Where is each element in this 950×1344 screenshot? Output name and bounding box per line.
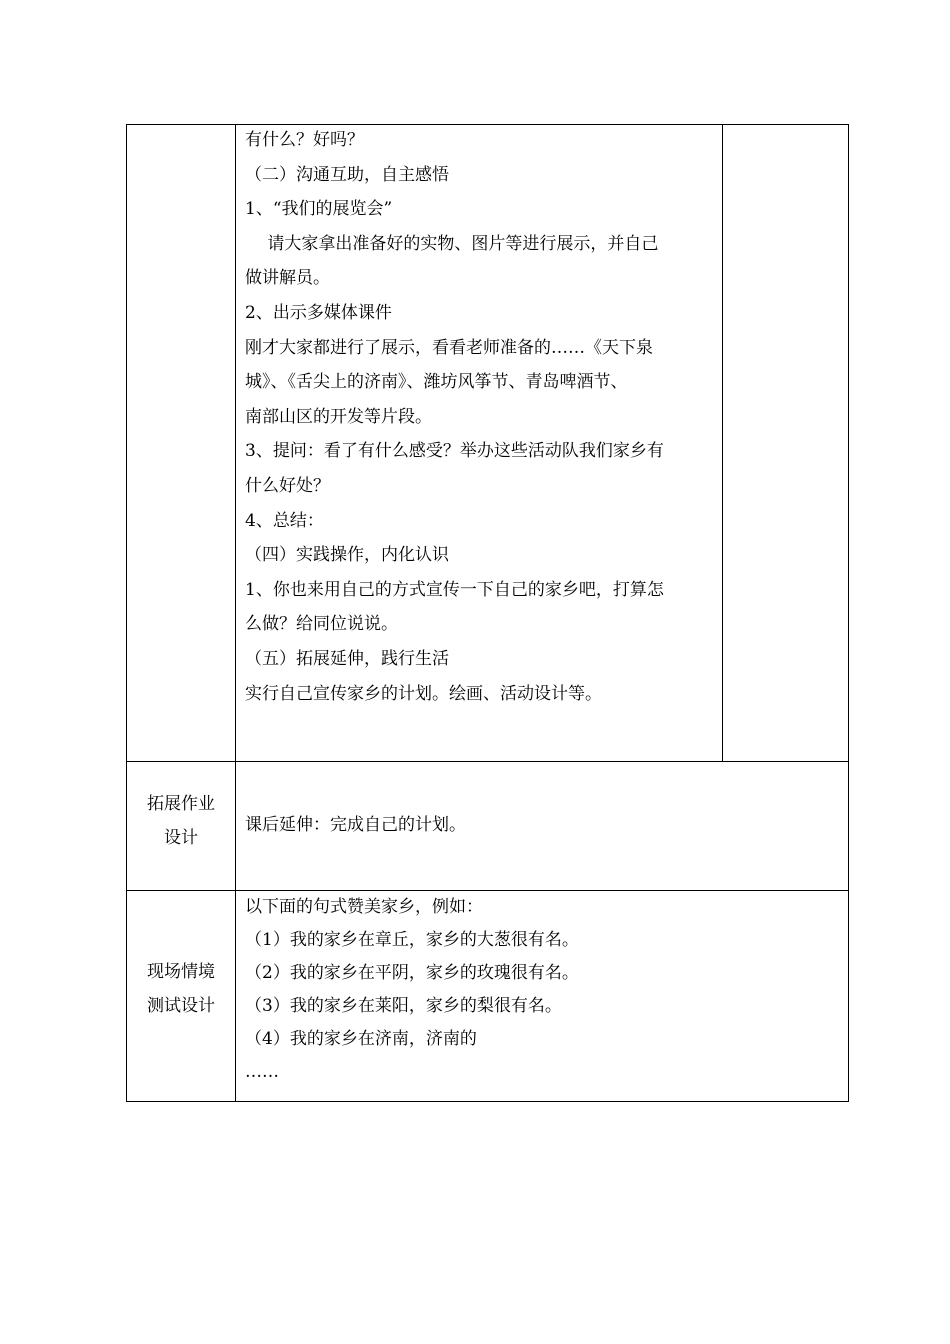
text-line: …… <box>245 1062 279 1082</box>
text-line: 有什么？好吗？ <box>245 130 364 150</box>
text-line: 1、你也来用自己的方式宣传一下自己的家乡吧，打算怎 <box>245 579 664 600</box>
text-line: 城》、《舌尖上的济南》、潍坊风筝节、青岛啤酒节、 <box>245 372 628 393</box>
label-line: 拓展作业 <box>147 794 215 814</box>
text-line: 3、提问：看了有什么感受？举办这些活动队我们家乡有 <box>245 441 664 462</box>
text-line: 么做？给同位说说。 <box>245 614 398 635</box>
text-line: 做讲解员。 <box>245 268 330 289</box>
text-line: （4）我的家乡在济南，济南的 <box>245 1029 477 1049</box>
text-line: （1）我的家乡在章丘，家乡的大葱很有名。 <box>245 930 579 950</box>
table-right-border <box>848 124 849 1102</box>
text-line: 实行自己宣传家乡的计划。绘画、活动设计等。 <box>245 683 602 704</box>
text-line: （五）拓展延伸，践行生活 <box>245 648 449 669</box>
label-line: 测试设计 <box>147 996 215 1016</box>
text-line: 南部山区的开发等片段。 <box>245 406 432 427</box>
homework-content <box>245 808 466 843</box>
homework-label <box>127 787 235 855</box>
label-line: 现场情境 <box>147 962 215 982</box>
text-line: （3）我的家乡在莱阳，家乡的梨很有名。 <box>245 996 562 1016</box>
text-line: 什么好处？ <box>245 475 330 496</box>
label-column-divider <box>235 124 236 1102</box>
text-line: 刚才大家都进行了展示，看看老师准备的……《天下泉 <box>245 337 653 358</box>
text-line: 4、总结： <box>245 510 324 531</box>
teaching-process-content <box>245 123 664 711</box>
text-line: （2）我的家乡在平阴，家乡的玫瑰很有名。 <box>245 963 579 983</box>
test-design-label <box>127 955 235 1023</box>
text-line: 2、出示多媒体课件 <box>245 302 392 323</box>
test-design-content <box>245 891 579 1089</box>
text-line: 课后延伸：完成自己的计划。 <box>245 815 466 835</box>
text-line: 1、“我们的展览会” <box>245 199 393 220</box>
text-line: （四）实践操作，内化认识 <box>245 545 449 566</box>
label-line: 设计 <box>164 828 198 848</box>
notes-column-divider <box>722 124 723 762</box>
text-line: （二）沟通互助，自主感悟 <box>245 164 449 185</box>
text-line: 请大家拿出准备好的实物、图片等进行展示，并自己 <box>245 233 659 254</box>
text-line: 以下面的句式赞美家乡，例如： <box>245 897 483 917</box>
